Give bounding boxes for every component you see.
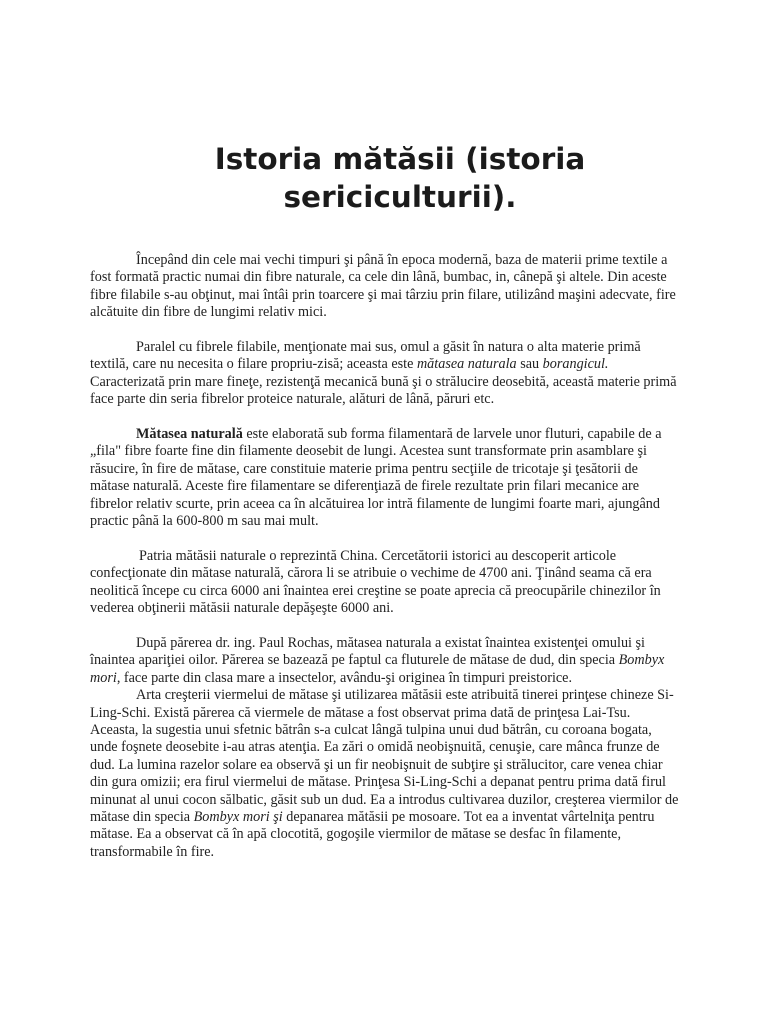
paragraph-6-text-b: depanarea mătăsii pe mosoare. Tot ea a inventat vârtelniţa pentru mătase. Ea a observat că în apă clocotită, gogoşile viermilor de mătase se desfac în filamente, transformabile în fire. [90,808,655,860]
paragraph-6 [90,687,680,861]
paragraph-2-emphasis-borangic: borangicul. [542,356,609,373]
paragraph-5-text-b: , face parte din clasa mare a insectelor, avându-şi originea în timpuri preistorice. [116,669,573,686]
document-body [90,252,680,879]
paragraph-5 [90,635,680,687]
paragraph-3 [90,426,680,530]
paragraph-2-text-b: sau [516,356,543,373]
paragraph-3-text: este elaborată sub forma filamentară de larvele unor fluturi, capabile de a „fila" fibre foarte fine din filamente deosebit de lungi. Acestea sunt transformate prin asamblare şi răsucire, în fire de mătase, care constituie materie prima pentru secţiile de tricotaje şi ţesătorii de mătase naturală. Aceste fire filamentare se diferenţiază de firele rezultate prin filari mecanice are fibrelor relativ scurte, prin aceea ca în alcătuirea lor intră filamente de lungimi foarte mari, ajungând practic până la 600-800 m sau mai mult. [90,426,662,530]
paragraph-6-emphasis-species: Bombyx mori şi [193,808,283,825]
page-title: Istoria mătăsii (istoria sericiculturii). [214,142,586,214]
paragraph-2-emphasis-matasea: mătasea naturala [416,356,517,373]
paragraph-5-emphasis-species: Bombyx mori [90,652,665,686]
paragraph-4: Patria mătăsii naturale o reprezintă China. Cercetătorii istorici au descoperit articole confecţionate din mătase naturală, cărora li se atribuie o vechime de 4700 ani. Ţinând seama că era neolitică începe cu circa 6000 ani înaintea erei creştine se poate aprecia că preocupările chinezilor în vederea obţinerii mătăsii naturale depăşeşte 6000 ani. [90,547,661,617]
paragraph-5-text-a: După părerea dr. ing. Paul Rochas, mătasea naturala a existat înaintea existenţei omului şi înaintea apariţiei oilor. Părerea se bazează pe faptul ca fluturele de mătase de dud, din specia [90,634,646,669]
paragraph-1: Începând din cele mai vechi timpuri şi până în epoca modernă, baza de materii prime textile a fost formată practic numai din fibre naturale, ca cele din lână, bumbac, in, cânepă şi altele. Din aceste fibre filabile s-au obţinut, mai întâi prin toarcere şi mai târziu prin filare, utilizând maşini adecvate, fire alcătuite din fibre de lungimi relativ mici. [90,252,676,321]
paragraph-2 [90,339,680,409]
paragraph-6-text-a: Arta creşterii viermelui de mătase şi utilizarea mătăsii este atribuită tinerei prinţese chineze Si-Ling-Schi. Există părerea că viermele de mătase a fost observat prima dată de prinţesa Lai-Tsu. Aceasta, la sugestia unui sfetnic bătrân s-a culcat lângă tulpina unui dud bătrân, cu coroana bogata, unde foşnete deosebite i-au atras atenţia. Ea zări o omidă neobişnuită, cenuşie, care mânca frunze de dud. La lumina razelor solare ea observă şi un fir neobişnuit de subţire şi strălucitor, care venea chiar din gura omizii; era firul viermelui de mătase. Prinţesa Si-Ling-Schi a depanat pentru prima dată firul minunat al unui cocon sălbatic, găsit sub un dud. Ea a introdus cultivarea duzilor, creşterea viermilor de mătase din specia [90,687,679,825]
paragraph-2-text-c: Caracterizată prin mare fineţe, rezistenţă mecanică bună şi o strălucire deosebită, această materie primă face parte din seria fibrelor proteice naturale, alături de lână, păruri etc. [90,373,677,408]
paragraph-3-bold-term: Mătasea naturală [136,426,243,443]
paragraph-2-text-a: Paralel cu fibrele filabile, menţionate mai sus, omul a găsit în natura o alta materie primă textilă, care nu necesita o filare propriu-zisă; aceasta este [90,339,641,373]
